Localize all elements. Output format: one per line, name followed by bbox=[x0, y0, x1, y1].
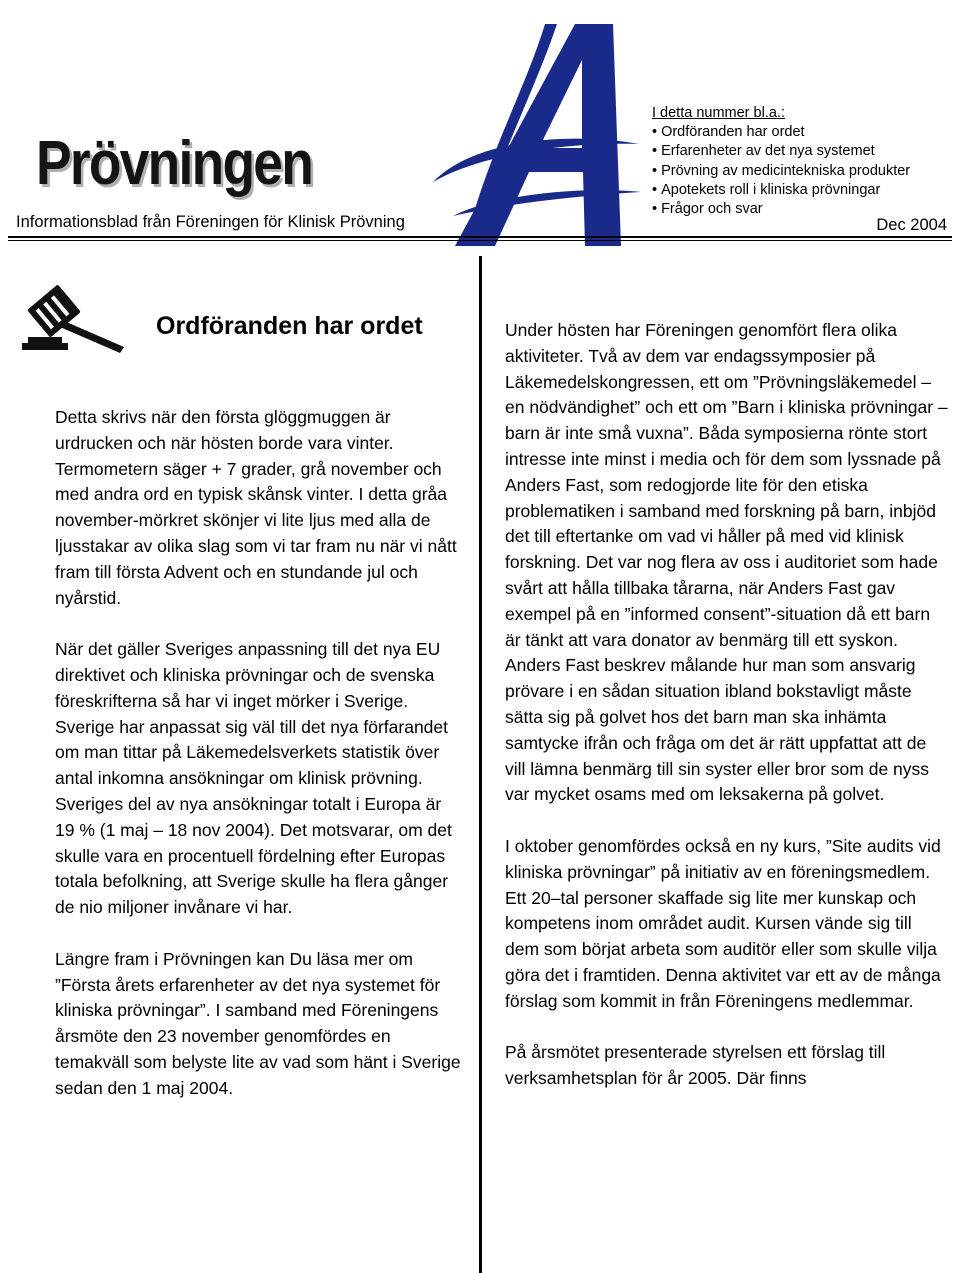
contents-item: • Frågor och svar bbox=[652, 200, 952, 219]
header-divider bbox=[8, 236, 952, 238]
article-paragraph: Under hösten har Föreningen genomfört flera olika aktiviteter. Två av dem var endagssymposier på Läkemedelskongressen, ett om ”Prövningsläkemedel – en nödvändighet” och ett om ”Barn i kliniska prövningar – barn är inte små vuxna”. Båda symposierna rönte stort intresse inte minst i media och för dem som lyssnade på Anders Fast, som redogjorde lite för den etiska problematiken i samband med forskning på barn, inbjöd det till eftertanke om vad vi håller på med vid klinisk forskning. Det var nog flera av oss i auditoriet som hade svårt att hålla tillbaka tårarna, när Anders Fast gav exempel på en ”informed consent”-situation då ett barn är tänkt att vara donator av benmärg till ett syskon. Anders Fast beskrev målande hur man som ansvarig prövare i en sådan situation ibland bokstavligt måste sätta sig på golvet hos det barn man ska inhämta samtycke ifrån och fråga om det är rätt uppfattat att de vill lämna benmärg till sin syster eller bror som de nyss var mycket osams med om leksakerna på golvet. bbox=[505, 320, 948, 805]
column-divider bbox=[479, 256, 482, 1273]
article-paragraph: När det gäller Sveriges anpassning till det nya EU direktivet och kliniska prövningar och de svenska föreskrifterna så har vi inget mörker i Sverige. Sverige har anpassat sig väl till det nya förfarandet om man tittar på Läkemedelsverkets statistik över antal inkomna ansökningar om klinisk prövning. Sveriges del av nya ansökningar totalt i Europa är 19 % (1 maj – 18 nov 2004). Det motsvarar, om det skulle vara en procentuell fördelning efter Europas totala befolkning, att Sverige skulle ha flera gånger de nio miljoner invånare vi har. bbox=[55, 639, 452, 918]
header-divider-thin bbox=[8, 240, 952, 241]
article-right-column bbox=[505, 318, 950, 1118]
newsletter-subtitle: Informationsblad från Föreningen för Klinisk Prövning bbox=[16, 213, 405, 231]
contents-box bbox=[652, 104, 952, 219]
article-paragraph: Detta skrivs när den första glöggmuggen är urdrucken och när hösten borde vara vinter. Termometern säger + 7 grader, grå november och med andra ord en typisk skånsk vinter. I detta gråa november-mörkret skönjer vi lite ljus med alla de ljusstakar av olika slag som vi tar fram nu när vi nått fram till första Advent och en stundande jul och nyårstid. bbox=[55, 407, 457, 608]
letter-a-logo bbox=[425, 20, 647, 252]
article-paragraph: Längre fram i Prövningen kan Du läsa mer om ”Första årets erfarenheter av det nya systemet för kliniska prövningar”. I samband med Föreningens årsmöte den 23 november genomfördes en temakväll som belyste lite av vad som hänt i Sverige sedan den 1 maj 2004. bbox=[55, 948, 461, 1098]
contents-item: • Erfarenheter av det nya systemet bbox=[652, 142, 952, 161]
gavel-icon bbox=[20, 283, 132, 353]
article-paragraph: I oktober genomfördes också en ny kurs, ”Site audits vid kliniska prövningar” på initiativ av en föreningsmedlem. Ett 20–tal personer skaffade sig lite mer kunskap och kompetens inom området audit. Kursen vände sig till dem som börjat arbeta som auditör eller som skulle vilja göra det i framtiden. Denna aktivitet var ett av de många förslag som kommit in från Föreningens medlemmar. bbox=[505, 835, 941, 1011]
contents-item: • Prövning av medicintekniska produkter bbox=[652, 162, 952, 181]
article-left-column bbox=[55, 405, 463, 1127]
article-title: Ordföranden har ordet bbox=[156, 312, 423, 340]
issue-date: Dec 2004 bbox=[876, 216, 947, 234]
contents-list bbox=[652, 123, 952, 219]
contents-item: • Apotekets roll i kliniska prövningar bbox=[652, 181, 952, 200]
article-paragraph: På årsmötet presenterade styrelsen ett förslag till verksamhetsplan för år 2005. Där finns bbox=[505, 1042, 886, 1089]
contents-item: • Ordföranden har ordet bbox=[652, 123, 952, 142]
contents-heading: I detta nummer bl.a.: bbox=[652, 105, 785, 121]
newsletter-title: Prövningen bbox=[36, 129, 313, 198]
